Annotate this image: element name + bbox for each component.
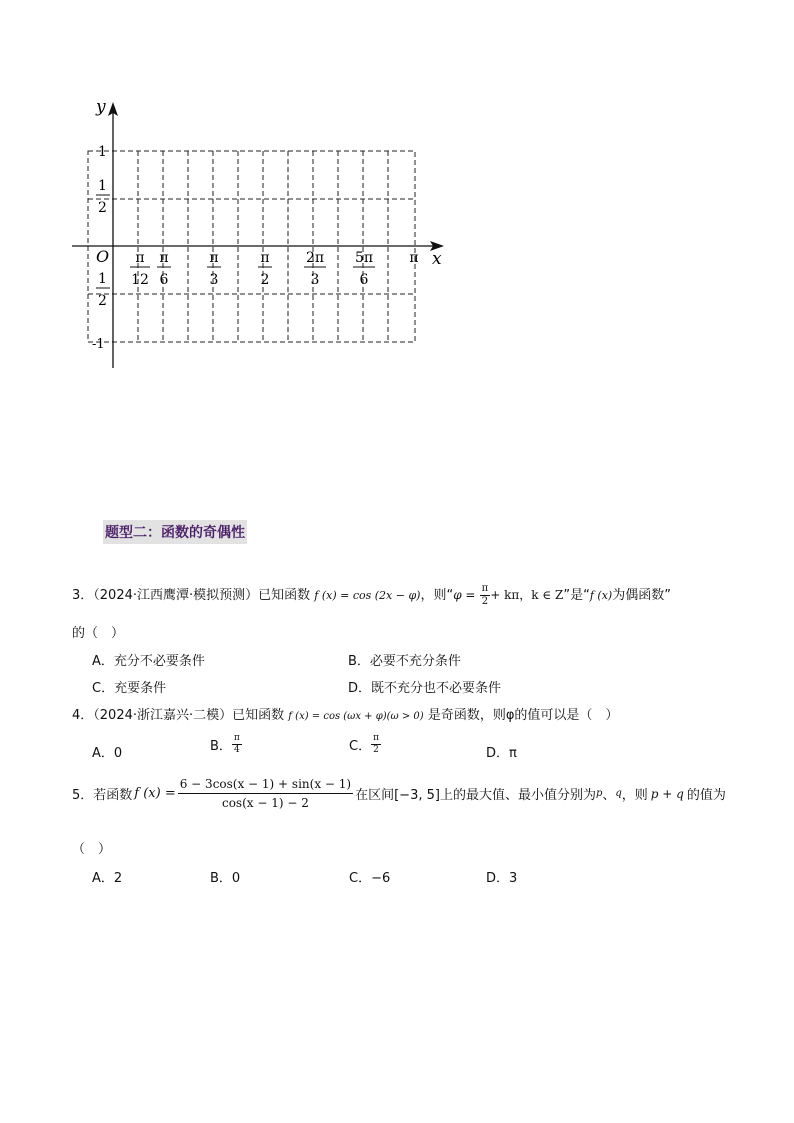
q5-sep: 、 — [602, 788, 616, 803]
q5-line-2: （ ） — [72, 842, 112, 857]
q4-option-c[interactable]: C． $\frac{\pi}{2}$ — [349, 733, 379, 755]
q4-text: 是奇函数，则φ的值可以是（ ） — [427, 708, 619, 723]
q3-option-d[interactable]: D．既不充分也不必要条件 — [348, 681, 502, 696]
q3-source: （2024·江西鹰潭·模拟预测）已知函数 — [93, 588, 311, 603]
q4-function: f (x) = cos (ωx + φ)(ω > 0) — [288, 711, 424, 722]
y-tick-half-den: 2 — [98, 200, 107, 216]
svg-text:π: π — [209, 250, 219, 266]
q5-p: p — [595, 788, 603, 799]
q3-text-1: ，则“ — [420, 588, 454, 603]
y-tick-neg-half-num: 1 — [98, 271, 107, 287]
q4-option-a[interactable]: A．0 — [92, 746, 123, 761]
q3-pi-over-2: $\frac{\pi}{2}$ — [481, 583, 489, 607]
x-tick-pi-6 — [157, 250, 171, 288]
q5-text-2: ，则 — [621, 788, 648, 803]
svg-text:3: 3 — [209, 272, 219, 288]
q3-text-3: 为偶函数” — [612, 588, 671, 603]
q3-text-2: ”是“ — [563, 588, 590, 603]
y-tick-half-num: 1 — [98, 178, 107, 194]
y-tick-neg-half-den: 2 — [98, 293, 107, 309]
q4-number: 4． — [72, 708, 94, 723]
q3-phi-eq: φ = — [453, 588, 476, 602]
origin-label: O — [96, 247, 110, 266]
q5-fraction: $\frac{6 - 3\cos(x - 1) + \sin(x - 1)}{\cos(x - 1) - 2}$ — [179, 777, 352, 810]
trig-grid-graph — [60, 90, 460, 380]
x-tick-pi-12 — [130, 250, 150, 288]
q5-option-b[interactable]: B．0 — [210, 871, 241, 886]
q5-text-1: 在区间[−3, 5]上的最大值、最小值分别为 — [355, 788, 596, 803]
y-tick-neg-one: -1 — [92, 337, 105, 352]
q5-option-c[interactable]: C．−6 — [349, 871, 391, 886]
q3-k-in-z: ，k ∈ Z — [519, 588, 564, 602]
x-tick-5pi-6 — [353, 250, 375, 288]
svg-text:6: 6 — [359, 272, 369, 288]
x-axis-label: x — [432, 249, 442, 269]
x-tick-pi-3 — [207, 250, 221, 288]
q3-option-b[interactable]: B．必要不充分条件 — [348, 654, 461, 669]
y-tick-one: 1 — [98, 144, 107, 160]
svg-text:5π: 5π — [354, 250, 374, 266]
section-title: 题型二：函数的奇偶性 — [103, 520, 247, 544]
q3-number: 3． — [72, 588, 94, 603]
question-5 — [72, 778, 726, 809]
q4-option-b[interactable]: B． $\frac{\pi}{4}$ — [210, 733, 240, 755]
question-3 — [72, 584, 671, 607]
q3-k-term: + kπ — [490, 588, 520, 602]
q3-function: f (x) = cos (2x − φ) — [314, 589, 421, 602]
q5-lhs: f (x) = — [134, 786, 176, 801]
q3-line-2: 的（ ） — [72, 626, 125, 641]
svg-text:2π: 2π — [305, 250, 325, 266]
q4-source: （2024·浙江嘉兴·二模）已知函数 — [93, 708, 285, 723]
svg-text:6: 6 — [159, 272, 169, 288]
x-tick-pi: π — [409, 250, 419, 266]
question-4 — [72, 704, 618, 723]
q5-q: q — [615, 788, 622, 799]
svg-text:π: π — [135, 250, 145, 266]
q5-option-a[interactable]: A．2 — [92, 871, 123, 886]
q4-option-d[interactable]: D．π — [486, 746, 517, 761]
q5-text-3: 的值为 — [686, 788, 726, 803]
x-tick-2pi-3 — [304, 250, 326, 288]
svg-text:3: 3 — [310, 272, 320, 288]
q3-option-c[interactable]: C．充要条件 — [92, 681, 167, 696]
q5-sum: p + q — [650, 786, 684, 801]
x-tick-pi-2 — [258, 250, 272, 288]
q3-f-x: f (x) — [589, 589, 613, 602]
q5-option-d[interactable]: D．3 — [486, 871, 518, 886]
svg-text:2: 2 — [260, 272, 270, 288]
svg-text:12: 12 — [131, 272, 149, 288]
q3-option-a[interactable]: A．充分不必要条件 — [92, 654, 205, 669]
svg-text:π: π — [260, 250, 270, 266]
q5-number: 5．若函数 — [72, 788, 133, 803]
y-axis-label: y — [96, 97, 106, 117]
svg-text:π: π — [159, 250, 169, 266]
